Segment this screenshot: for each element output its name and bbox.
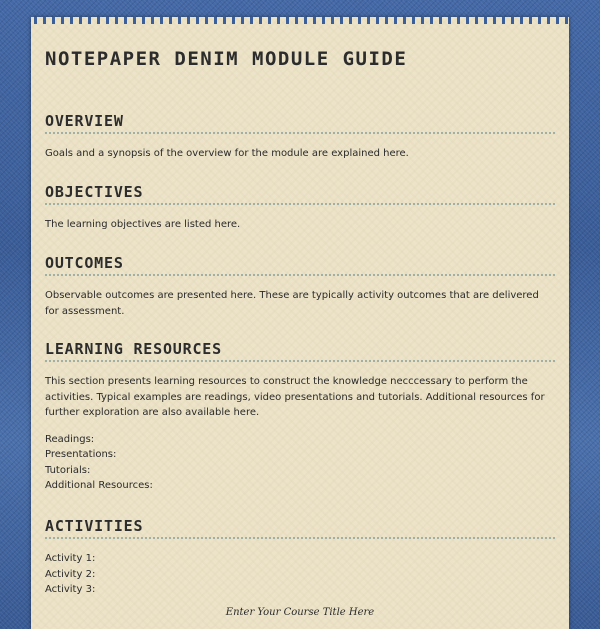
learning-resources-text: This section presents learning resources to construct the knowledge necccessary to perform the activities. Typical examples are readings, video presentations and tutorials. Additional resources for further exploration are also available here.	[45, 376, 545, 418]
objectives-heading: OBJECTIVES	[45, 183, 555, 205]
list-item: Activity 1:	[45, 553, 96, 564]
list-item: Activity 2:	[45, 568, 96, 580]
section-overview	[45, 112, 555, 162]
outcomes-heading: OUTCOMES	[45, 254, 555, 276]
overview-text: Goals and a synopsis of the overview for the module are explained here.	[45, 148, 409, 159]
section-activities	[45, 517, 555, 598]
learning-resources-list	[45, 432, 555, 494]
spiral-binding	[31, 17, 569, 29]
section-objectives	[45, 183, 555, 233]
list-item: Readings:	[45, 433, 95, 445]
list-item: Presentations:	[45, 449, 117, 460]
activities-list	[45, 551, 555, 598]
list-item: Activity 3:	[45, 584, 96, 595]
notepaper	[31, 17, 569, 629]
page-title: NOTEPAPER DENIM MODULE GUIDE	[45, 48, 408, 70]
outcomes-text: Observable outcomes are presented here. These are typically activity outcomes that are delivered for assessment.	[45, 290, 539, 317]
objectives-text: The learning objectives are listed here.	[45, 219, 241, 230]
list-item: Additional Resources:	[45, 480, 153, 491]
course-title-footer: Enter Your Course Title Here	[225, 607, 375, 618]
list-item: Tutorials:	[45, 464, 91, 476]
section-learning-resources	[45, 340, 555, 494]
section-outcomes	[45, 254, 555, 319]
activities-heading: ACTIVITIES	[45, 517, 555, 539]
overview-heading: OVERVIEW	[45, 112, 555, 134]
learning-resources-heading: LEARNING RESOURCES	[45, 340, 555, 362]
